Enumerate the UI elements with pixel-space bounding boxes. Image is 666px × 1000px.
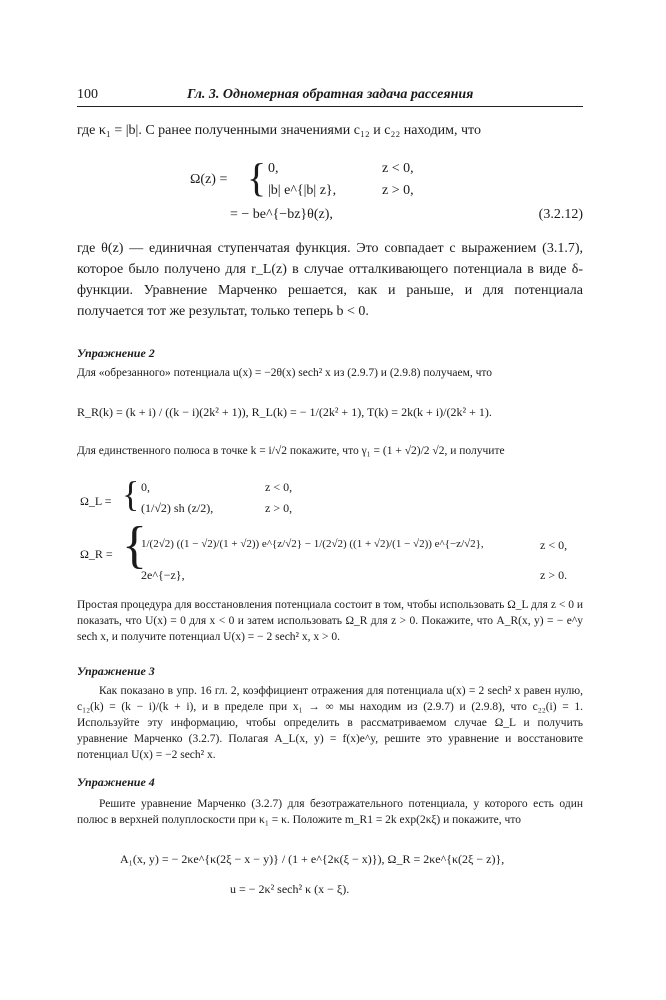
exercise-3-text: Как показано в упр. 16 гл. 2, коэффициент отражения для потенциала u(x) = 2 sech² x равен нулю, c₁₂(k) = (k − i)/(k + i), и в пределе при x₁ → ∞ мы находим из (2.9.7) и (2.9.8), что c₂₂(i) = 1. Используйте эту информацию, чтобы определить в рассматриваемом случае Ω_L и получить уравнение Марченко (3.2.7). Полагая A_L(x, y) = f(x)e^y, решите это уравнение и восстановите потенциал U(x) = −2 sech² x. <box>77 685 583 761</box>
omega-r-case2-condition: z > 0. <box>540 568 568 582</box>
eq1-case2-value: |b| e^{|b| z}, <box>268 183 337 198</box>
eq1-number: (3.2.12) <box>538 207 583 222</box>
omega-r-case2-value: 2e^{−z}, <box>141 568 185 582</box>
eq1-brace: { <box>247 155 267 200</box>
eq1-case1-value: 0, <box>268 161 279 176</box>
paragraph-intro: где κ₁ = |b|. С ранее полученными значениями c₁₂ и c₂₂ находим, что <box>77 123 481 138</box>
running-title: Гл. 3. Одномерная обратная задача рассеяния <box>187 87 474 102</box>
omega-l-brace: { <box>122 474 140 514</box>
exercise-3-title: Упражнение 3 <box>77 664 155 678</box>
omega-l-case1-value: 0, <box>141 480 150 494</box>
exercise-4-equation-a: A₁(x, y) = − 2κe^{κ(2ξ − x − y)} / (1 + e^{2κ(ξ − x)}), Ω_R = 2κe^{κ(2ξ − z)}, <box>120 852 505 866</box>
exercise-4-title: Упражнение 4 <box>77 775 155 789</box>
omega-l-lhs: Ω_L = <box>80 494 112 508</box>
paragraph-theta: где θ(z) — единичная ступенчатая функция. Это совпадает с выражением (3.1.7), которое было получено для r_L(z) в случае отталкивающего потенциала в виде δ-функции. Уравнение Марченко решается, как и раньше, и для потенциала получается тот же результат, только теперь b < 0. <box>77 241 583 319</box>
exercise-4-text: Решите уравнение Марченко (3.2.7) для безотражательного потенциала, у которого есть один полюс в верхней полуплоскости при κ₁ = κ. Положите m_R1 = 2k exp(2κξ) и покажите, что <box>77 798 583 826</box>
exercise-2-coefficients: R_R(k) = (k + i) / ((k − i)(2k² + 1)), R_L(k) = − 1/(2k² + 1), T(k) = 2k(k + i)/(2k² + 1). <box>77 405 492 419</box>
exercise-2-pole-text: Для единственного полюса в точке k = i/√2 покажите, что γ₁ = (1 + √2)/2 √2, и получите <box>77 445 505 457</box>
omega-l-case1-condition: z < 0, <box>265 480 293 494</box>
exercise-2-procedure: Простая процедура для восстановления потенциала состоит в том, чтобы использовать Ω_L для z < 0 и показать, что U(x) = 0 для x < 0 и затем использовать Ω_R для z > 0. Покажите, что A_R(x, y) = − e^y sech x, и получите потенциал U(x) = − 2 sech² x, x > 0. <box>77 599 583 643</box>
exercise-2-title: Упражнение 2 <box>77 346 155 360</box>
header-rule <box>77 106 583 107</box>
omega-r-case1-condition: z < 0, <box>540 538 568 552</box>
exercise-2-text: Для «обрезанного» потенциала u(x) = −2θ(x) sech² x из (2.9.7) и (2.9.8) получаем, что <box>77 367 493 379</box>
exercise-4-equation-u: u = − 2κ² sech² κ (x − ξ). <box>230 882 350 896</box>
page-number: 100 <box>77 87 98 102</box>
omega-l-case2-value: (1/√2) sh (z/2), <box>141 501 214 515</box>
omega-r-brace: { <box>122 517 147 574</box>
omega-r-lhs: Ω_R = <box>80 547 113 561</box>
omega-r-case1-value: 1/(2√2) ((1 − √2)/(1 + √2)) e^{z/√2} − 1/(2√2) ((1 + √2)/(1 − √2)) e^{−z/√2}, <box>141 538 484 550</box>
eq1-lhs: Ω(z) = <box>190 172 228 187</box>
eq1-case1-condition: z < 0, <box>382 161 414 176</box>
eq1-case2-condition: z > 0, <box>382 183 414 198</box>
omega-l-case2-condition: z > 0, <box>265 501 293 515</box>
eq1-line2: = − be^{−bz}θ(z), <box>230 207 333 222</box>
